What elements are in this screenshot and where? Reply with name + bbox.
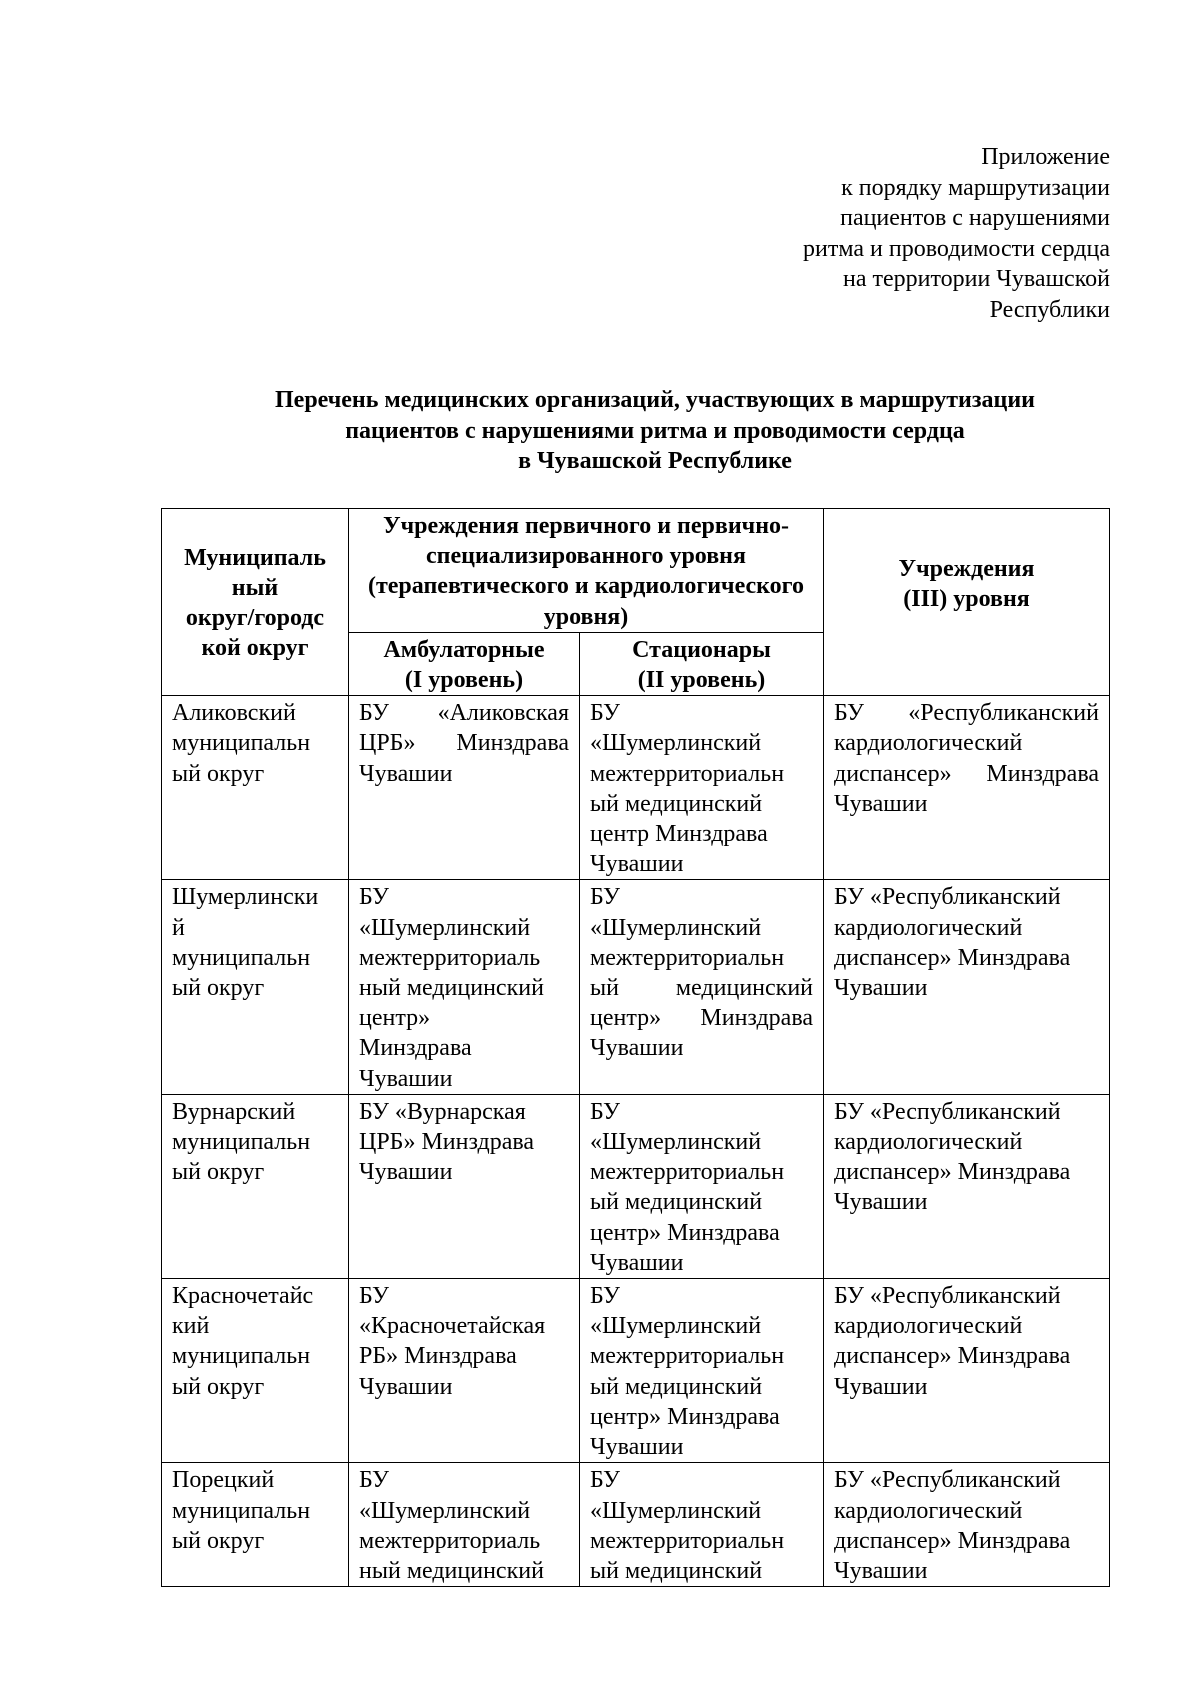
appendix-line: Республики <box>989 296 1110 323</box>
document-title <box>160 385 1150 477</box>
hospital-cell: БУ «Шумерлинский межтерриториальн ый медицинский центр» Минздрава Чувашии <box>580 1094 824 1278</box>
appendix-note <box>550 142 1110 325</box>
ambulatory-cell: БУ «Шумерлинский межтерриториаль ный медицинский <box>349 1463 580 1587</box>
third-level-cell: БУ «Республиканский кардиологический диспансер» Минздрава Чувашии <box>824 1463 1110 1587</box>
appendix-line: пациентов с нарушениями <box>840 205 1110 231</box>
municipality-cell: Красночетайс кий муниципальн ый округ <box>162 1279 349 1463</box>
table-row <box>162 880 1110 1094</box>
municipality-cell: Аликовский муниципальн ый округ <box>162 696 349 880</box>
hospital-cell: БУ «Шумерлинский межтерриториальн ый медицинский <box>580 1463 824 1587</box>
table-row <box>162 1463 1110 1587</box>
ambulatory-cell: БУ «Аликовская ЦРБ» Минздрава Чувашии <box>349 696 580 880</box>
table-row <box>162 1094 1110 1278</box>
hospital-cell: БУ «Шумерлинский межтерриториальн ый медицинский центр» Минздрава Чувашии <box>580 1279 824 1463</box>
appendix-line: на территории Чувашской <box>842 266 1110 292</box>
third-level-cell: БУ «Республиканский кардиологический диспансер» Минздрава Чувашии <box>824 880 1110 1094</box>
header-ambulatory: Амбулаторные (I уровень) <box>349 632 580 695</box>
title-line: Перечень медицинских организаций, участвующих в маршрутизации <box>275 387 1035 413</box>
appendix-line: ритма и проводимости сердца <box>803 235 1110 262</box>
title-line: пациентов с нарушениями ритма и проводимости сердца <box>345 417 965 444</box>
municipality-cell: Шумерлински й муниципальн ый округ <box>162 880 349 1094</box>
third-level-cell: БУ «Республиканский кардиологический диспансер» Минздрава Чувашии <box>824 696 1110 880</box>
title-line: в Чувашской Республике <box>518 448 792 474</box>
ambulatory-cell: БУ «Вурнарская ЦРБ» Минздрава Чувашии <box>349 1094 580 1278</box>
table-row <box>162 1279 1110 1463</box>
municipality-cell: Порецкий муниципальн ый округ <box>162 1463 349 1587</box>
ambulatory-cell: БУ «Шумерлинский межтерриториаль ный медицинский центр» Минздрава Чувашии <box>349 880 580 1094</box>
organizations-table <box>161 508 1110 1587</box>
hospital-cell: БУ «Шумерлинский межтерриториальн ый медицинский центр» Минздрава Чувашии <box>580 880 824 1094</box>
header-municipality: Муниципаль ный округ/городс кой округ <box>162 509 349 696</box>
ambulatory-cell: БУ «Красночетайская РБ» Минздрава Чувашии <box>349 1279 580 1463</box>
appendix-line: Приложение <box>981 144 1110 170</box>
table-row <box>162 696 1110 880</box>
third-level-cell: БУ «Республиканский кардиологический диспансер» Минздрава Чувашии <box>824 1279 1110 1463</box>
hospital-cell: БУ «Шумерлинский межтерриториальн ый медицинский центр Минздрава Чувашии <box>580 696 824 880</box>
header-hospitals: Стационары (II уровень) <box>580 632 824 695</box>
header-third-level: Учреждения (III) уровня <box>824 509 1110 696</box>
third-level-cell: БУ «Республиканский кардиологический диспансер» Минздрава Чувашии <box>824 1094 1110 1278</box>
header-primary-group: Учреждения первичного и первично-специализированного уровня (терапевтического и кардиологического уровня) <box>349 509 824 633</box>
municipality-cell: Вурнарский муниципальн ый округ <box>162 1094 349 1278</box>
appendix-line: к порядку маршрутизации <box>841 174 1110 201</box>
